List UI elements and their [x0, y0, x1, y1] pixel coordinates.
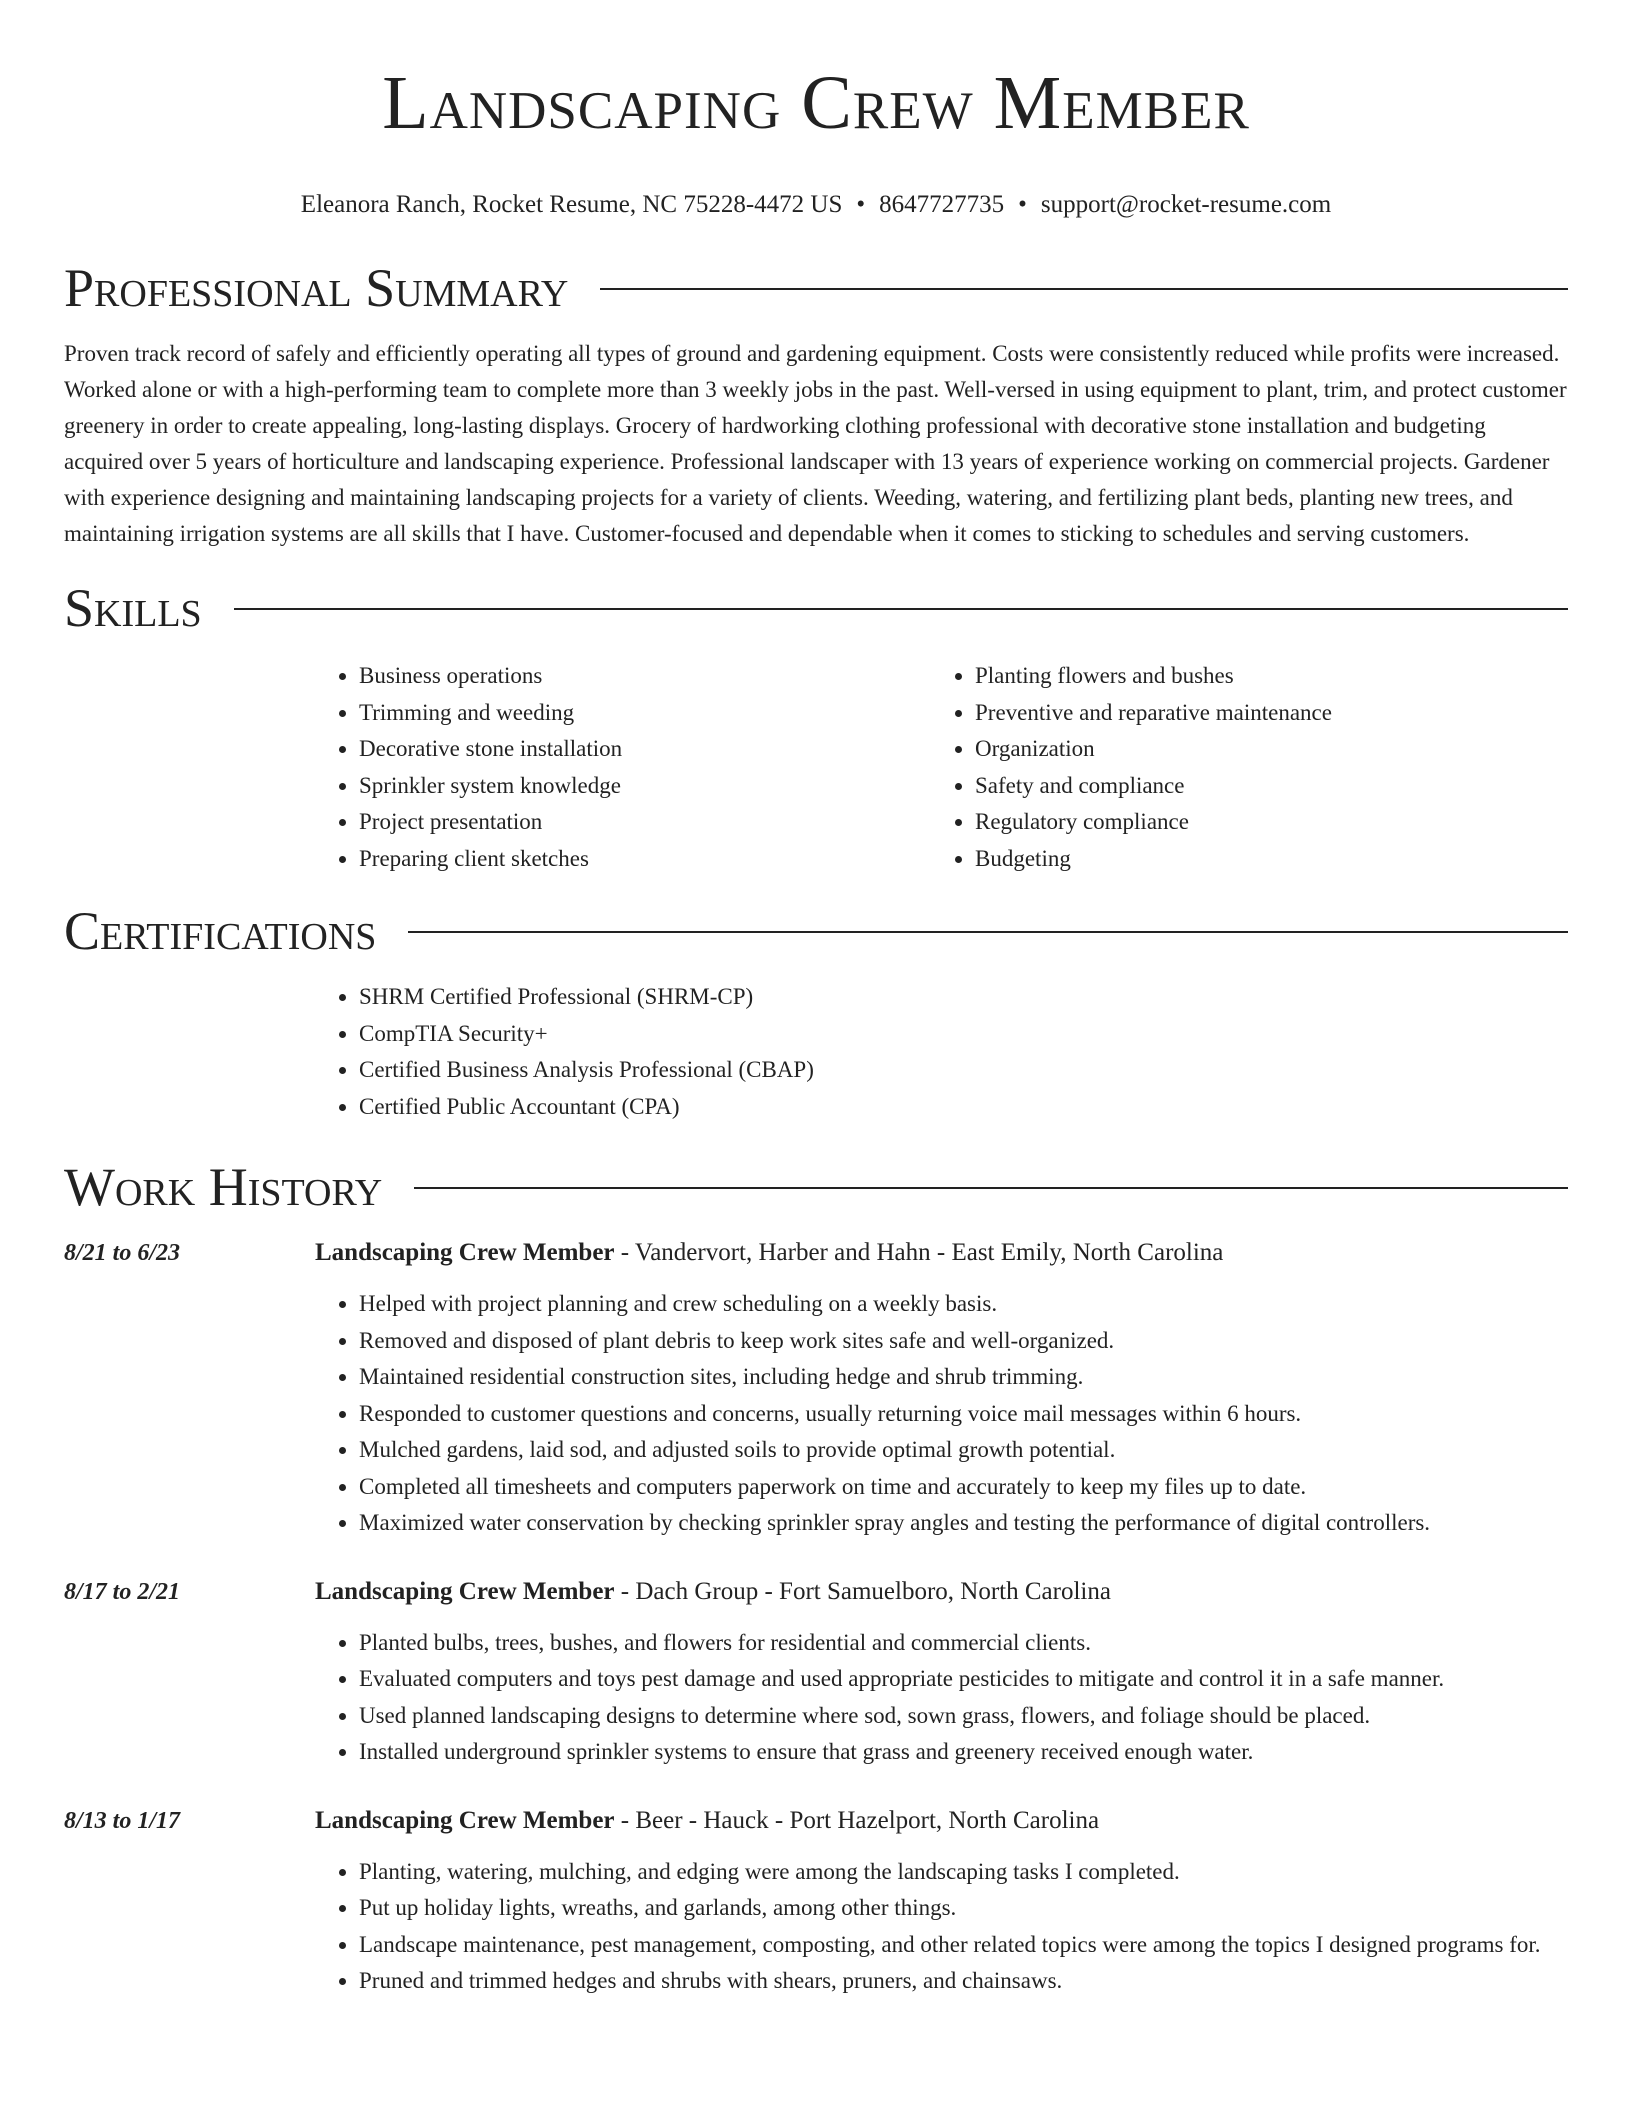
job-body: [315, 1574, 1568, 1771]
job-title: Landscaping Crew Member: [315, 1806, 615, 1834]
job-bullets: [315, 1854, 1568, 2000]
summary-heading: Professional Summary: [64, 258, 569, 318]
skill-item: • Project presentation: [359, 804, 931, 841]
job-bullet: • Installed underground sprinkler systems to ensure that grass and greenery received enough water.: [359, 1734, 1568, 1771]
job-bullet: • Put up holiday lights, wreaths, and garlands, among other things.: [359, 1890, 1568, 1927]
skill-item: • Organization: [975, 731, 1568, 768]
job-heading: [315, 1574, 1568, 1610]
section-divider: [408, 931, 1568, 933]
certifications-section-header: [64, 899, 1568, 963]
section-divider: [600, 288, 1568, 290]
skills-column-right: [931, 658, 1568, 877]
certification-item: • SHRM Certified Professional (SHRM-CP): [359, 979, 1568, 1016]
summary-text: Proven track record of safely and efficiently operating all types of ground and gardening equipment. Costs were consistently reduced while profits were increased. Worked alone or with a high-performing team to complete more than 3 weekly jobs in the past. Well-versed in using equipment to plant, trim, and protect customer greenery in order to create appealing, long-lasting displays. Grocery of hardworking clothing professional with decorative stone installation and budgeting acquired over 5 years of horticulture and landscaping experience. Professional landscaper with 13 years of experience working on commercial projects. Gardener with experience designing and maintaining landscaping projects for a variety of clients. Weeding, watering, and fertilizing plant beds, planting new trees, and maintaining irrigation systems are all skills that I have. Customer-focused and dependable when it comes to sticking to schedules and serving customers.: [64, 341, 1567, 546]
job-heading: [315, 1235, 1568, 1271]
certification-item: • CompTIA Security+: [359, 1016, 1568, 1053]
job-entry: [64, 1803, 1568, 2000]
job-bullet: • Pruned and trimmed hedges and shrubs with shears, pruners, and chainsaws.: [359, 1963, 1568, 2000]
contact-separator: •: [1018, 191, 1027, 218]
work-history-heading: Work History: [64, 1157, 383, 1217]
job-bullet: • Removed and disposed of plant debris to keep work sites safe and well-organized.: [359, 1323, 1568, 1360]
work-history-section-header: [64, 1155, 1568, 1219]
job-employer-location: - Vandervort, Harber and Hahn - East Emily, North Carolina: [614, 1239, 1224, 1266]
job-bullets: [315, 1286, 1568, 1542]
skill-item: • Budgeting: [975, 841, 1568, 878]
certification-item: • Certified Public Accountant (CPA): [359, 1089, 1568, 1126]
job-dates: 8/13 to 1/17: [64, 1807, 181, 1834]
job-bullet: • Responded to customer questions and concerns, usually returning voice mail messages within 6 hours.: [359, 1396, 1568, 1433]
skill-item: • Preparing client sketches: [359, 841, 931, 878]
job-body: [315, 1235, 1568, 1542]
skill-item: • Regulatory compliance: [975, 804, 1568, 841]
contact-email: support@rocket-resume.com: [1040, 191, 1332, 218]
skill-item: • Safety and compliance: [975, 768, 1568, 805]
job-entry: [64, 1574, 1568, 1771]
job-employer-location: - Beer - Hauck - Port Hazelport, North Carolina: [614, 1806, 1100, 1834]
job-bullet: • Used planned landscaping designs to determine where sod, sown grass, flowers, and foliage should be placed.: [359, 1698, 1568, 1735]
job-title: Landscaping Crew Member: [315, 1239, 615, 1266]
certification-item: • Certified Business Analysis Professional (CBAP): [359, 1052, 1568, 1089]
job-heading: [315, 1803, 1568, 1839]
skill-item: • Decorative stone installation: [359, 731, 931, 768]
job-title: Landscaping Crew Member: [315, 1577, 615, 1605]
skills-list: [315, 658, 1568, 877]
job-bullet: • Landscape maintenance, pest management, composting, and other related topics were among the topics I designed programs for.: [359, 1927, 1568, 1964]
skill-item: • Sprinkler system knowledge: [359, 768, 931, 805]
contact-phone: 8647727735: [879, 191, 1005, 218]
contact-address: Eleanora Ranch, Rocket Resume, NC 75228-4472 US: [300, 191, 843, 218]
job-bullet: • Maintained residential construction sites, including hedge and shrub trimming.: [359, 1359, 1568, 1396]
job-bullet: • Helped with project planning and crew scheduling on a weekly basis.: [359, 1286, 1568, 1323]
certifications-list: [315, 979, 1568, 1125]
contact-line: [64, 190, 1568, 220]
skill-item: • Trimming and weeding: [359, 695, 931, 732]
job-bullet: • Evaluated computers and toys pest damage and used appropriate pesticides to mitigate and control it in a safe manner.: [359, 1661, 1568, 1698]
skill-item: • Planting flowers and bushes: [975, 658, 1568, 695]
contact-separator: •: [856, 191, 866, 218]
skills-section-header: [64, 576, 1568, 640]
job-entry: [64, 1235, 1568, 1542]
skills-column-left: [315, 658, 931, 877]
skill-item: • Business operations: [359, 658, 931, 695]
job-dates: 8/17 to 2/21: [64, 1578, 181, 1605]
job-bullet: • Planting, watering, mulching, and edging were among the landscaping tasks I completed.: [359, 1854, 1568, 1891]
skills-heading: Skills: [64, 578, 202, 638]
job-bullet: • Planted bulbs, trees, bushes, and flowers for residential and commercial clients.: [359, 1625, 1568, 1662]
skill-item: • Preventive and reparative maintenance: [975, 695, 1568, 732]
job-bullet: • Maximized water conservation by checking sprinkler spray angles and testing the performance of digital controllers.: [359, 1505, 1568, 1542]
section-divider: [234, 608, 1568, 610]
section-divider: [414, 1187, 1568, 1189]
job-dates: 8/21 to 6/23: [64, 1240, 181, 1266]
job-bullet: • Completed all timesheets and computers paperwork on time and accurately to keep my files up to date.: [359, 1469, 1568, 1506]
resume-title: Landscaping Crew Member: [382, 61, 1250, 145]
job-employer-location: - Dach Group - Fort Samuelboro, North Carolina: [614, 1577, 1111, 1605]
job-bullet: • Mulched gardens, laid sod, and adjusted soils to provide optimal growth potential.: [359, 1432, 1568, 1469]
job-bullets: [315, 1625, 1568, 1771]
summary-section-header: [64, 256, 1568, 320]
certifications-heading: Certifications: [64, 901, 377, 961]
job-body: [315, 1803, 1568, 2000]
